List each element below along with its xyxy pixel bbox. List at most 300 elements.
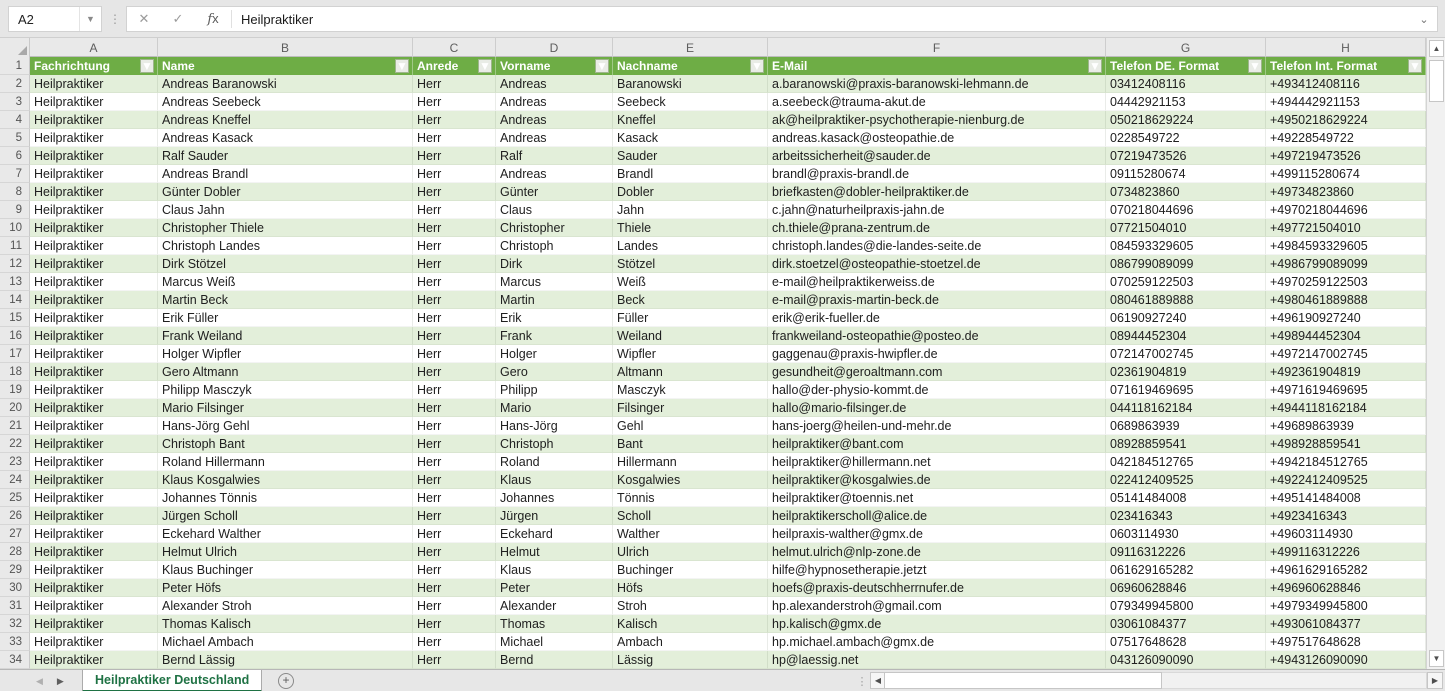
- cell-F5[interactable]: andreas.kasack@osteopathie.de: [768, 129, 1106, 147]
- cell-A31[interactable]: Heilpraktiker: [30, 597, 158, 615]
- cell-G34[interactable]: 043126090090: [1106, 651, 1266, 669]
- column-header-D[interactable]: D: [496, 38, 613, 57]
- cell-A20[interactable]: Heilpraktiker: [30, 399, 158, 417]
- row-header-12[interactable]: 12: [0, 255, 30, 273]
- vertical-scrollbar-thumb[interactable]: [1429, 60, 1444, 102]
- cell-B30[interactable]: Peter Höfs: [158, 579, 413, 597]
- cell-H23[interactable]: +4942184512765: [1266, 453, 1426, 471]
- row-header-25[interactable]: 25: [0, 489, 30, 507]
- cell-H3[interactable]: +494442921153: [1266, 93, 1426, 111]
- cell-C26[interactable]: Herr: [413, 507, 496, 525]
- cell-E26[interactable]: Scholl: [613, 507, 768, 525]
- cell-F6[interactable]: arbeitssicherheit@sauder.de: [768, 147, 1106, 165]
- cell-C21[interactable]: Herr: [413, 417, 496, 435]
- cell-C31[interactable]: Herr: [413, 597, 496, 615]
- cell-B34[interactable]: Bernd Lässig: [158, 651, 413, 669]
- cell-C18[interactable]: Herr: [413, 363, 496, 381]
- filter-button[interactable]: [750, 59, 764, 73]
- cell-G13[interactable]: 070259122503: [1106, 273, 1266, 291]
- cell-E3[interactable]: Seebeck: [613, 93, 768, 111]
- cell-B14[interactable]: Martin Beck: [158, 291, 413, 309]
- cell-G20[interactable]: 044118162184: [1106, 399, 1266, 417]
- cell-B9[interactable]: Claus Jahn: [158, 201, 413, 219]
- cell-E29[interactable]: Buchinger: [613, 561, 768, 579]
- cell-H21[interactable]: +49689863939: [1266, 417, 1426, 435]
- cell-F16[interactable]: frankweiland-osteopathie@posteo.de: [768, 327, 1106, 345]
- cell-H20[interactable]: +4944118162184: [1266, 399, 1426, 417]
- cell-E30[interactable]: Höfs: [613, 579, 768, 597]
- cell-E11[interactable]: Landes: [613, 237, 768, 255]
- row-header-30[interactable]: 30: [0, 579, 30, 597]
- cell-F31[interactable]: hp.alexanderstroh@gmail.com: [768, 597, 1106, 615]
- cell-B16[interactable]: Frank Weiland: [158, 327, 413, 345]
- cell-G15[interactable]: 06190927240: [1106, 309, 1266, 327]
- cell-A8[interactable]: Heilpraktiker: [30, 183, 158, 201]
- cell-F23[interactable]: heilpraktiker@hillermann.net: [768, 453, 1106, 471]
- table-header-cell-A[interactable]: [30, 57, 158, 75]
- cell-E13[interactable]: Weiß: [613, 273, 768, 291]
- cell-F12[interactable]: dirk.stoetzel@osteopathie-stoetzel.de: [768, 255, 1106, 273]
- cell-D12[interactable]: Dirk: [496, 255, 613, 273]
- cell-C33[interactable]: Herr: [413, 633, 496, 651]
- row-header-8[interactable]: 8: [0, 183, 30, 201]
- cell-G26[interactable]: 023416343: [1106, 507, 1266, 525]
- cell-D7[interactable]: Andreas: [496, 165, 613, 183]
- row-header-9[interactable]: 9: [0, 201, 30, 219]
- row-header-29[interactable]: 29: [0, 561, 30, 579]
- cell-G5[interactable]: 0228549722: [1106, 129, 1266, 147]
- cell-C20[interactable]: Herr: [413, 399, 496, 417]
- cell-G16[interactable]: 08944452304: [1106, 327, 1266, 345]
- row-header-18[interactable]: 18: [0, 363, 30, 381]
- cell-F14[interactable]: e-mail@praxis-martin-beck.de: [768, 291, 1106, 309]
- name-box-dropdown-icon[interactable]: ▼: [79, 7, 101, 31]
- cell-C11[interactable]: Herr: [413, 237, 496, 255]
- cell-A9[interactable]: Heilpraktiker: [30, 201, 158, 219]
- cell-B8[interactable]: Günter Dobler: [158, 183, 413, 201]
- cell-A2[interactable]: Heilpraktiker: [30, 75, 158, 93]
- filter-button[interactable]: [1088, 59, 1102, 73]
- cell-E33[interactable]: Ambach: [613, 633, 768, 651]
- row-header-32[interactable]: 32: [0, 615, 30, 633]
- cell-C29[interactable]: Herr: [413, 561, 496, 579]
- cell-H16[interactable]: +498944452304: [1266, 327, 1426, 345]
- cell-D5[interactable]: Andreas: [496, 129, 613, 147]
- cell-H27[interactable]: +49603114930: [1266, 525, 1426, 543]
- cell-E7[interactable]: Brandl: [613, 165, 768, 183]
- cell-G10[interactable]: 07721504010: [1106, 219, 1266, 237]
- cell-B19[interactable]: Philipp Masczyk: [158, 381, 413, 399]
- cell-H22[interactable]: +498928859541: [1266, 435, 1426, 453]
- row-header-26[interactable]: 26: [0, 507, 30, 525]
- cell-B18[interactable]: Gero Altmann: [158, 363, 413, 381]
- cancel-icon[interactable]: ✕: [138, 11, 150, 26]
- cell-H13[interactable]: +4970259122503: [1266, 273, 1426, 291]
- cell-H12[interactable]: +4986799089099: [1266, 255, 1426, 273]
- cell-D20[interactable]: Mario: [496, 399, 613, 417]
- cell-A29[interactable]: Heilpraktiker: [30, 561, 158, 579]
- cell-D6[interactable]: Ralf: [496, 147, 613, 165]
- vertical-scrollbar[interactable]: [1426, 38, 1445, 669]
- cell-C17[interactable]: Herr: [413, 345, 496, 363]
- cell-C2[interactable]: Herr: [413, 75, 496, 93]
- row-header-27[interactable]: 27: [0, 525, 30, 543]
- filter-button[interactable]: [478, 59, 492, 73]
- cell-G28[interactable]: 09116312226: [1106, 543, 1266, 561]
- row-header-6[interactable]: 6: [0, 147, 30, 165]
- cell-B3[interactable]: Andreas Seebeck: [158, 93, 413, 111]
- cell-E18[interactable]: Altmann: [613, 363, 768, 381]
- row-header-7[interactable]: 7: [0, 165, 30, 183]
- table-header-cell-C[interactable]: [413, 57, 496, 75]
- scroll-right-icon[interactable]: ▶: [1427, 672, 1443, 689]
- cell-D16[interactable]: Frank: [496, 327, 613, 345]
- cell-H30[interactable]: +496960628846: [1266, 579, 1426, 597]
- cell-F2[interactable]: a.baranowski@praxis-baranowski-lehmann.de: [768, 75, 1106, 93]
- cell-G22[interactable]: 08928859541: [1106, 435, 1266, 453]
- cell-F32[interactable]: hp.kalisch@gmx.de: [768, 615, 1106, 633]
- cell-G17[interactable]: 072147002745: [1106, 345, 1266, 363]
- cell-D25[interactable]: Johannes: [496, 489, 613, 507]
- row-header-23[interactable]: 23: [0, 453, 30, 471]
- column-header-H[interactable]: H: [1266, 38, 1426, 57]
- cell-B17[interactable]: Holger Wipfler: [158, 345, 413, 363]
- cell-G8[interactable]: 0734823860: [1106, 183, 1266, 201]
- cell-G11[interactable]: 084593329605: [1106, 237, 1266, 255]
- cell-A32[interactable]: Heilpraktiker: [30, 615, 158, 633]
- row-header-11[interactable]: 11: [0, 237, 30, 255]
- next-sheet-icon[interactable]: ▶: [56, 675, 64, 686]
- cell-H5[interactable]: +49228549722: [1266, 129, 1426, 147]
- cell-A3[interactable]: Heilpraktiker: [30, 93, 158, 111]
- cell-F26[interactable]: heilpraktikerscholl@alice.de: [768, 507, 1106, 525]
- cell-F33[interactable]: hp.michael.ambach@gmx.de: [768, 633, 1106, 651]
- cell-H15[interactable]: +496190927240: [1266, 309, 1426, 327]
- cell-D31[interactable]: Alexander: [496, 597, 613, 615]
- cell-A19[interactable]: Heilpraktiker: [30, 381, 158, 399]
- cell-A16[interactable]: Heilpraktiker: [30, 327, 158, 345]
- cell-C5[interactable]: Herr: [413, 129, 496, 147]
- cell-A11[interactable]: Heilpraktiker: [30, 237, 158, 255]
- row-header-2[interactable]: 2: [0, 75, 30, 93]
- cell-B20[interactable]: Mario Filsinger: [158, 399, 413, 417]
- cell-D14[interactable]: Martin: [496, 291, 613, 309]
- cell-E4[interactable]: Kneffel: [613, 111, 768, 129]
- column-header-B[interactable]: B: [158, 38, 413, 57]
- cell-C3[interactable]: Herr: [413, 93, 496, 111]
- row-header-33[interactable]: 33: [0, 633, 30, 651]
- cell-E32[interactable]: Kalisch: [613, 615, 768, 633]
- filter-button[interactable]: [395, 59, 409, 73]
- cell-B23[interactable]: Roland Hillermann: [158, 453, 413, 471]
- cell-G18[interactable]: 02361904819: [1106, 363, 1266, 381]
- table-header-cell-F[interactable]: [768, 57, 1106, 75]
- scroll-left-icon[interactable]: ◀: [870, 672, 886, 689]
- cell-D2[interactable]: Andreas: [496, 75, 613, 93]
- formula-bar-splitter[interactable]: ⋮: [109, 12, 121, 26]
- cell-C8[interactable]: Herr: [413, 183, 496, 201]
- cell-C24[interactable]: Herr: [413, 471, 496, 489]
- cell-E14[interactable]: Beck: [613, 291, 768, 309]
- select-all-corner[interactable]: [0, 38, 30, 57]
- cell-E19[interactable]: Masczyk: [613, 381, 768, 399]
- tabbar-splitter[interactable]: ⋮: [856, 675, 868, 688]
- cell-D33[interactable]: Michael: [496, 633, 613, 651]
- cell-B33[interactable]: Michael Ambach: [158, 633, 413, 651]
- name-box[interactable]: [8, 6, 102, 32]
- cell-D19[interactable]: Philipp: [496, 381, 613, 399]
- cell-F20[interactable]: hallo@mario-filsinger.de: [768, 399, 1106, 417]
- cell-E22[interactable]: Bant: [613, 435, 768, 453]
- cell-D24[interactable]: Klaus: [496, 471, 613, 489]
- cell-B7[interactable]: Andreas Brandl: [158, 165, 413, 183]
- row-header-13[interactable]: 13: [0, 273, 30, 291]
- cell-C9[interactable]: Herr: [413, 201, 496, 219]
- cell-A17[interactable]: Heilpraktiker: [30, 345, 158, 363]
- cell-H8[interactable]: +49734823860: [1266, 183, 1426, 201]
- cell-F9[interactable]: c.jahn@naturheilpraxis-jahn.de: [768, 201, 1106, 219]
- cell-B29[interactable]: Klaus Buchinger: [158, 561, 413, 579]
- filter-button[interactable]: [1248, 59, 1262, 73]
- cell-B24[interactable]: Klaus Kosgalwies: [158, 471, 413, 489]
- expand-formula-bar-icon[interactable]: ⌄: [1419, 13, 1429, 26]
- cell-G9[interactable]: 070218044696: [1106, 201, 1266, 219]
- cell-G30[interactable]: 06960628846: [1106, 579, 1266, 597]
- add-sheet-icon[interactable]: +: [278, 673, 294, 689]
- cell-H6[interactable]: +497219473526: [1266, 147, 1426, 165]
- cell-G6[interactable]: 07219473526: [1106, 147, 1266, 165]
- cell-H29[interactable]: +4961629165282: [1266, 561, 1426, 579]
- cell-G2[interactable]: 03412408116: [1106, 75, 1266, 93]
- cell-G33[interactable]: 07517648628: [1106, 633, 1266, 651]
- cell-D28[interactable]: Helmut: [496, 543, 613, 561]
- cell-A12[interactable]: Heilpraktiker: [30, 255, 158, 273]
- cell-F11[interactable]: christoph.landes@die-landes-seite.de: [768, 237, 1106, 255]
- cell-F7[interactable]: brandl@praxis-brandl.de: [768, 165, 1106, 183]
- cell-C4[interactable]: Herr: [413, 111, 496, 129]
- cell-F22[interactable]: heilpraktiker@bant.com: [768, 435, 1106, 453]
- cell-G14[interactable]: 080461889888: [1106, 291, 1266, 309]
- cell-G24[interactable]: 022412409525: [1106, 471, 1266, 489]
- cell-F34[interactable]: hp@laessig.net: [768, 651, 1106, 669]
- cell-A34[interactable]: Heilpraktiker: [30, 651, 158, 669]
- cell-D3[interactable]: Andreas: [496, 93, 613, 111]
- cell-E2[interactable]: Baranowski: [613, 75, 768, 93]
- horizontal-scrollbar-thumb[interactable]: [884, 672, 1162, 689]
- cell-F8[interactable]: briefkasten@dobler-heilpraktiker.de: [768, 183, 1106, 201]
- cell-H25[interactable]: +495141484008: [1266, 489, 1426, 507]
- cell-C30[interactable]: Herr: [413, 579, 496, 597]
- cell-F18[interactable]: gesundheit@geroaltmann.com: [768, 363, 1106, 381]
- row-header-20[interactable]: 20: [0, 399, 30, 417]
- row-header-19[interactable]: 19: [0, 381, 30, 399]
- cell-E34[interactable]: Lässig: [613, 651, 768, 669]
- cell-E5[interactable]: Kasack: [613, 129, 768, 147]
- cell-B4[interactable]: Andreas Kneffel: [158, 111, 413, 129]
- cell-A4[interactable]: Heilpraktiker: [30, 111, 158, 129]
- cell-A5[interactable]: Heilpraktiker: [30, 129, 158, 147]
- cell-B32[interactable]: Thomas Kalisch: [158, 615, 413, 633]
- cell-G12[interactable]: 086799089099: [1106, 255, 1266, 273]
- cell-D32[interactable]: Thomas: [496, 615, 613, 633]
- cell-A28[interactable]: Heilpraktiker: [30, 543, 158, 561]
- cell-C6[interactable]: Herr: [413, 147, 496, 165]
- cell-C27[interactable]: Herr: [413, 525, 496, 543]
- filter-button[interactable]: [1408, 59, 1422, 73]
- cell-A26[interactable]: Heilpraktiker: [30, 507, 158, 525]
- cell-B11[interactable]: Christoph Landes: [158, 237, 413, 255]
- cell-G4[interactable]: 050218629224: [1106, 111, 1266, 129]
- cell-E15[interactable]: Füller: [613, 309, 768, 327]
- cell-A27[interactable]: Heilpraktiker: [30, 525, 158, 543]
- cell-D21[interactable]: Hans-Jörg: [496, 417, 613, 435]
- cell-H28[interactable]: +499116312226: [1266, 543, 1426, 561]
- cell-D4[interactable]: Andreas: [496, 111, 613, 129]
- formula-input[interactable]: Heilpraktiker: [241, 11, 314, 27]
- cell-B13[interactable]: Marcus Weiß: [158, 273, 413, 291]
- cell-F21[interactable]: hans-joerg@heilen-und-mehr.de: [768, 417, 1106, 435]
- cell-E20[interactable]: Filsinger: [613, 399, 768, 417]
- cell-E25[interactable]: Tönnis: [613, 489, 768, 507]
- cell-C12[interactable]: Herr: [413, 255, 496, 273]
- cell-H24[interactable]: +4922412409525: [1266, 471, 1426, 489]
- cell-D29[interactable]: Klaus: [496, 561, 613, 579]
- cell-E31[interactable]: Stroh: [613, 597, 768, 615]
- row-header-17[interactable]: 17: [0, 345, 30, 363]
- cell-A22[interactable]: Heilpraktiker: [30, 435, 158, 453]
- cell-B2[interactable]: Andreas Baranowski: [158, 75, 413, 93]
- row-header-5[interactable]: 5: [0, 129, 30, 147]
- cell-B26[interactable]: Jürgen Scholl: [158, 507, 413, 525]
- row-header-16[interactable]: 16: [0, 327, 30, 345]
- cell-H32[interactable]: +493061084377: [1266, 615, 1426, 633]
- cell-A25[interactable]: Heilpraktiker: [30, 489, 158, 507]
- cell-G19[interactable]: 071619469695: [1106, 381, 1266, 399]
- cell-H11[interactable]: +4984593329605: [1266, 237, 1426, 255]
- cell-E10[interactable]: Thiele: [613, 219, 768, 237]
- cell-A14[interactable]: Heilpraktiker: [30, 291, 158, 309]
- cell-C16[interactable]: Herr: [413, 327, 496, 345]
- scroll-up-icon[interactable]: ▲: [1429, 40, 1444, 57]
- cell-H17[interactable]: +4972147002745: [1266, 345, 1426, 363]
- cell-E21[interactable]: Gehl: [613, 417, 768, 435]
- cell-C10[interactable]: Herr: [413, 219, 496, 237]
- cell-F29[interactable]: hilfe@hypnosetherapie.jetzt: [768, 561, 1106, 579]
- filter-button[interactable]: [140, 59, 154, 73]
- cell-G31[interactable]: 079349945800: [1106, 597, 1266, 615]
- cell-G25[interactable]: 05141484008: [1106, 489, 1266, 507]
- cell-A30[interactable]: Heilpraktiker: [30, 579, 158, 597]
- filter-button[interactable]: [595, 59, 609, 73]
- column-header-E[interactable]: E: [613, 38, 768, 57]
- cell-D17[interactable]: Holger: [496, 345, 613, 363]
- cell-B5[interactable]: Andreas Kasack: [158, 129, 413, 147]
- cell-C19[interactable]: Herr: [413, 381, 496, 399]
- column-header-C[interactable]: C: [413, 38, 496, 57]
- cell-C7[interactable]: Herr: [413, 165, 496, 183]
- cell-C23[interactable]: Herr: [413, 453, 496, 471]
- cell-F30[interactable]: hoefs@praxis-deutschherrnufer.de: [768, 579, 1106, 597]
- cell-H14[interactable]: +4980461889888: [1266, 291, 1426, 309]
- cell-A24[interactable]: Heilpraktiker: [30, 471, 158, 489]
- cell-E9[interactable]: Jahn: [613, 201, 768, 219]
- cell-F24[interactable]: heilpraktiker@kosgalwies.de: [768, 471, 1106, 489]
- column-header-G[interactable]: G: [1106, 38, 1266, 57]
- cell-H19[interactable]: +4971619469695: [1266, 381, 1426, 399]
- cell-H7[interactable]: +499115280674: [1266, 165, 1426, 183]
- cell-C25[interactable]: Herr: [413, 489, 496, 507]
- cell-B28[interactable]: Helmut Ulrich: [158, 543, 413, 561]
- table-header-cell-G[interactable]: [1106, 57, 1266, 75]
- cell-H2[interactable]: +493412408116: [1266, 75, 1426, 93]
- cell-H31[interactable]: +4979349945800: [1266, 597, 1426, 615]
- cell-D34[interactable]: Bernd: [496, 651, 613, 669]
- enter-icon[interactable]: ✓: [172, 11, 184, 26]
- insert-function-icon[interactable]: fx: [207, 11, 219, 27]
- cell-D22[interactable]: Christoph: [496, 435, 613, 453]
- table-header-cell-D[interactable]: [496, 57, 613, 75]
- cell-C14[interactable]: Herr: [413, 291, 496, 309]
- cell-C28[interactable]: Herr: [413, 543, 496, 561]
- cell-F10[interactable]: ch.thiele@prana-zentrum.de: [768, 219, 1106, 237]
- cell-F15[interactable]: erik@erik-fueller.de: [768, 309, 1106, 327]
- cell-B31[interactable]: Alexander Stroh: [158, 597, 413, 615]
- cell-D10[interactable]: Christopher: [496, 219, 613, 237]
- row-header-21[interactable]: 21: [0, 417, 30, 435]
- cell-D26[interactable]: Jürgen: [496, 507, 613, 525]
- cell-H9[interactable]: +4970218044696: [1266, 201, 1426, 219]
- row-header-3[interactable]: 3: [0, 93, 30, 111]
- cell-A7[interactable]: Heilpraktiker: [30, 165, 158, 183]
- cell-A23[interactable]: Heilpraktiker: [30, 453, 158, 471]
- row-header-14[interactable]: 14: [0, 291, 30, 309]
- cell-D9[interactable]: Claus: [496, 201, 613, 219]
- cell-B15[interactable]: Erik Füller: [158, 309, 413, 327]
- cell-H18[interactable]: +492361904819: [1266, 363, 1426, 381]
- cell-B22[interactable]: Christoph Bant: [158, 435, 413, 453]
- cell-E27[interactable]: Walther: [613, 525, 768, 543]
- row-header-10[interactable]: 10: [0, 219, 30, 237]
- name-box-value[interactable]: A2: [18, 11, 34, 27]
- row-header-28[interactable]: 28: [0, 543, 30, 561]
- column-header-F[interactable]: F: [768, 38, 1106, 57]
- cell-H33[interactable]: +497517648628: [1266, 633, 1426, 651]
- cell-C34[interactable]: Herr: [413, 651, 496, 669]
- cell-D11[interactable]: Christoph: [496, 237, 613, 255]
- cell-B12[interactable]: Dirk Stötzel: [158, 255, 413, 273]
- cell-E12[interactable]: Stötzel: [613, 255, 768, 273]
- table-header-cell-E[interactable]: [613, 57, 768, 75]
- cell-G21[interactable]: 0689863939: [1106, 417, 1266, 435]
- cell-G32[interactable]: 03061084377: [1106, 615, 1266, 633]
- cell-B6[interactable]: Ralf Sauder: [158, 147, 413, 165]
- cell-G23[interactable]: 042184512765: [1106, 453, 1266, 471]
- table-header-cell-B[interactable]: [158, 57, 413, 75]
- cell-E16[interactable]: Weiland: [613, 327, 768, 345]
- cell-C22[interactable]: Herr: [413, 435, 496, 453]
- row-header-24[interactable]: 24: [0, 471, 30, 489]
- cell-D30[interactable]: Peter: [496, 579, 613, 597]
- cell-E17[interactable]: Wipfler: [613, 345, 768, 363]
- cell-F13[interactable]: e-mail@heilpraktikerweiss.de: [768, 273, 1106, 291]
- cell-A13[interactable]: Heilpraktiker: [30, 273, 158, 291]
- cell-E28[interactable]: Ulrich: [613, 543, 768, 561]
- cell-A18[interactable]: Heilpraktiker: [30, 363, 158, 381]
- cell-G3[interactable]: 04442921153: [1106, 93, 1266, 111]
- cell-A6[interactable]: Heilpraktiker: [30, 147, 158, 165]
- row-header-22[interactable]: 22: [0, 435, 30, 453]
- cell-B27[interactable]: Eckehard Walther: [158, 525, 413, 543]
